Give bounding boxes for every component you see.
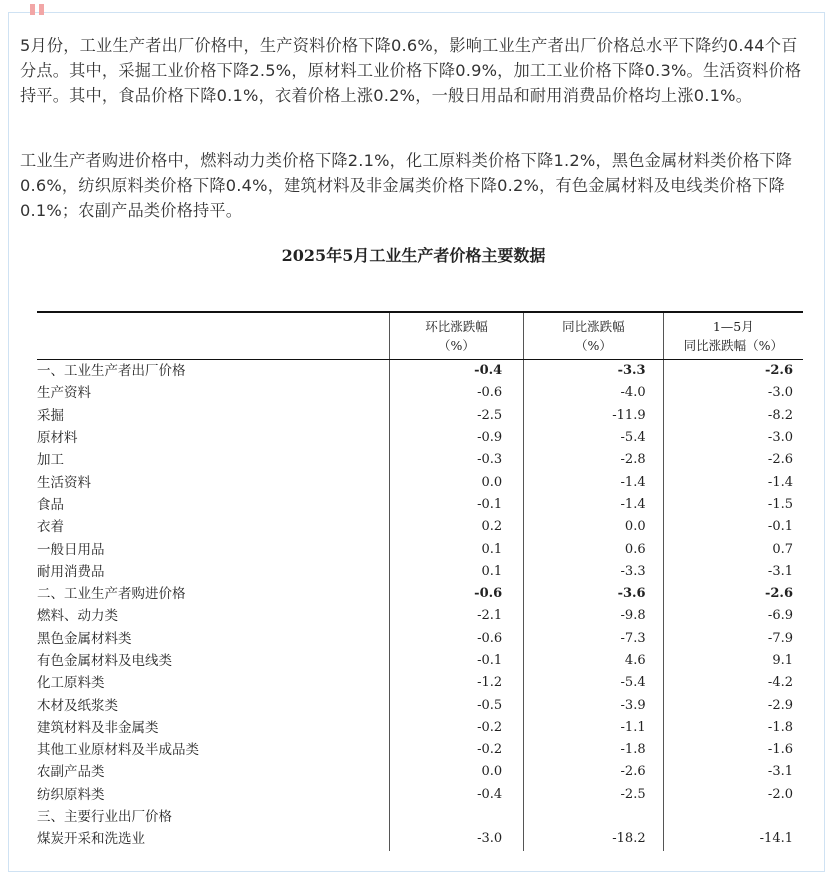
table-row xyxy=(37,494,803,516)
header-ytd-line2: 同比涨跌幅（%） xyxy=(683,338,783,353)
row-label: 燃料、动力类 xyxy=(37,608,118,625)
table-row xyxy=(37,828,803,850)
cell-yoy: -11.9 xyxy=(524,405,663,427)
row-label: 采掘 xyxy=(37,407,64,424)
cell-mom: -2.5 xyxy=(389,405,523,427)
cell-ytd: -8.2 xyxy=(663,405,803,427)
header-yoy-line1: 同比涨跌幅 xyxy=(562,319,625,334)
cell-ytd: -14.1 xyxy=(663,828,803,850)
table-row xyxy=(37,784,803,806)
header-mom xyxy=(389,312,523,360)
cell-mom: -0.6 xyxy=(389,382,523,404)
cell-yoy: -4.0 xyxy=(524,382,663,404)
table-row xyxy=(37,761,803,783)
cell-ytd: -7.9 xyxy=(663,628,803,650)
cell-mom: -0.4 xyxy=(389,360,523,383)
cell-yoy: -3.9 xyxy=(524,694,663,716)
cell-mom: -0.2 xyxy=(389,717,523,739)
table-body xyxy=(37,360,803,851)
cell-ytd: -2.9 xyxy=(663,694,803,716)
row-label: 生活资料 xyxy=(37,474,91,491)
header-ytd xyxy=(663,312,803,360)
table-title: 2025年5月工业生产者价格主要数据 xyxy=(281,246,546,265)
paragraph-ex-factory: 5月份，工业生产者出厂价格中，生产资料价格下降0.6%，影响工业生产者出厂价格总水平下降约0.44个百分点。其中，采掘工业价格下降2.5%，原材料工业价格下降0.9%，加工工业价格下降0.3%。生活资料价格持平。其中，食品价格下降0.1%，衣着价格上涨0.2%，一般日用品和耐用消费品价格均上涨0.1%。 xyxy=(20,36,802,105)
cell-yoy: -2.5 xyxy=(524,784,663,806)
table-row xyxy=(37,427,803,449)
cell-yoy: -3.3 xyxy=(524,561,663,583)
cell-yoy: -1.1 xyxy=(524,717,663,739)
cell-yoy: 0.6 xyxy=(524,538,663,560)
cell-ytd: -2.6 xyxy=(663,449,803,471)
header-mom-line1: 环比涨跌幅 xyxy=(425,319,488,334)
cell-ytd: -4.2 xyxy=(663,672,803,694)
table-row xyxy=(37,360,803,383)
cell-ytd: -6.9 xyxy=(663,605,803,627)
row-label: 原材料 xyxy=(37,430,78,447)
row-label: 其他工业原材料及半成品类 xyxy=(37,742,199,759)
cell-mom: -1.2 xyxy=(389,672,523,694)
table-row xyxy=(37,516,803,538)
row-label: 加工 xyxy=(37,452,64,469)
row-label: 二、工业生产者购进价格 xyxy=(37,586,186,603)
header-mom-line2: （%） xyxy=(438,338,475,353)
cell-mom: -0.2 xyxy=(389,739,523,761)
cell-yoy: 4.6 xyxy=(524,650,663,672)
table-row xyxy=(37,449,803,471)
table-row xyxy=(37,471,803,493)
price-data-table xyxy=(37,311,803,851)
cell-ytd: -0.1 xyxy=(663,516,803,538)
cell-yoy: -2.8 xyxy=(524,449,663,471)
row-label: 木材及纸浆类 xyxy=(37,697,118,714)
row-label: 建筑材料及非金属类 xyxy=(37,719,159,736)
table-header-row xyxy=(37,312,803,360)
cell-mom: 0.1 xyxy=(389,561,523,583)
table-row xyxy=(37,561,803,583)
cell-mom: -0.9 xyxy=(389,427,523,449)
row-label: 化工原料类 xyxy=(37,675,105,692)
row-label: 煤炭开采和洗选业 xyxy=(37,831,145,848)
cell-ytd: -1.5 xyxy=(663,494,803,516)
cell-yoy: -2.6 xyxy=(524,761,663,783)
cell-ytd: -3.0 xyxy=(663,382,803,404)
cell-mom: 0.2 xyxy=(389,516,523,538)
cell-yoy: -18.2 xyxy=(524,828,663,850)
quote-mark-icon xyxy=(30,4,44,15)
table-row xyxy=(37,694,803,716)
cell-ytd: -1.6 xyxy=(663,739,803,761)
row-label: 食品 xyxy=(37,496,64,513)
table-row xyxy=(37,672,803,694)
cell-mom: -0.6 xyxy=(389,583,523,605)
table-row xyxy=(37,650,803,672)
cell-ytd: -1.8 xyxy=(663,717,803,739)
cell-mom: -0.1 xyxy=(389,650,523,672)
cell-yoy: -3.6 xyxy=(524,583,663,605)
cell-mom: -3.0 xyxy=(389,828,523,850)
cell-mom: 0.1 xyxy=(389,538,523,560)
table-row xyxy=(37,382,803,404)
cell-mom: -0.4 xyxy=(389,784,523,806)
cell-mom: -0.3 xyxy=(389,449,523,471)
cell-yoy: 0.0 xyxy=(524,516,663,538)
cell-mom: 0.0 xyxy=(389,471,523,493)
row-label: 耐用消费品 xyxy=(37,563,105,580)
row-label: 农副产品类 xyxy=(37,764,105,781)
cell-mom: 0.0 xyxy=(389,761,523,783)
table-row xyxy=(37,405,803,427)
row-label: 三、主要行业出厂价格 xyxy=(37,809,172,826)
header-yoy xyxy=(524,312,663,360)
cell-ytd: -2.6 xyxy=(663,583,803,605)
row-label: 一、工业生产者出厂价格 xyxy=(37,363,186,380)
cell-mom: -0.1 xyxy=(389,494,523,516)
cell-mom: -2.1 xyxy=(389,605,523,627)
cell-mom xyxy=(389,806,523,828)
cell-ytd: 0.7 xyxy=(663,538,803,560)
cell-ytd: 9.1 xyxy=(663,650,803,672)
cell-yoy: -1.8 xyxy=(524,739,663,761)
table-row xyxy=(37,605,803,627)
cell-yoy: -1.4 xyxy=(524,494,663,516)
cell-mom: -0.5 xyxy=(389,694,523,716)
cell-yoy: -3.3 xyxy=(524,360,663,383)
cell-yoy: -7.3 xyxy=(524,628,663,650)
cell-yoy: -5.4 xyxy=(524,427,663,449)
table-row xyxy=(37,538,803,560)
cell-ytd: -3.0 xyxy=(663,427,803,449)
header-item xyxy=(37,312,389,360)
table-row xyxy=(37,806,803,828)
header-ytd-line1: 1—5月 xyxy=(712,319,754,334)
row-label: 生产资料 xyxy=(37,385,91,402)
row-label: 有色金属材料及电线类 xyxy=(37,653,172,669)
table-row xyxy=(37,583,803,605)
table-row xyxy=(37,628,803,650)
row-label: 黑色金属材料类 xyxy=(37,630,132,647)
row-label: 一般日用品 xyxy=(37,541,105,558)
cell-yoy xyxy=(524,806,663,828)
cell-ytd: -1.4 xyxy=(663,471,803,493)
row-label: 衣着 xyxy=(37,519,64,536)
cell-yoy: -9.8 xyxy=(524,605,663,627)
header-yoy-line2: （%） xyxy=(574,338,612,353)
table-row xyxy=(37,739,803,761)
cell-yoy: -5.4 xyxy=(524,672,663,694)
row-label: 纺织原料类 xyxy=(37,786,105,803)
cell-mom: -0.6 xyxy=(389,628,523,650)
cell-ytd: -2.0 xyxy=(663,784,803,806)
paragraph-purchase: 工业生产者购进价格中，燃料动力类价格下降2.1%，化工原料类价格下降1.2%，黑色金属材料类价格下降0.6%，纺织原料类价格下降0.4%，建筑材料及非金属类价格下降0.2%，有色金属材料及电线类价格下降0.1%；农副产品类价格持平。 xyxy=(20,151,793,220)
cell-ytd xyxy=(663,806,803,828)
cell-ytd: -2.6 xyxy=(663,360,803,383)
cell-yoy: -1.4 xyxy=(524,471,663,493)
cell-ytd: -3.1 xyxy=(663,761,803,783)
cell-ytd: -3.1 xyxy=(663,561,803,583)
table-row xyxy=(37,717,803,739)
